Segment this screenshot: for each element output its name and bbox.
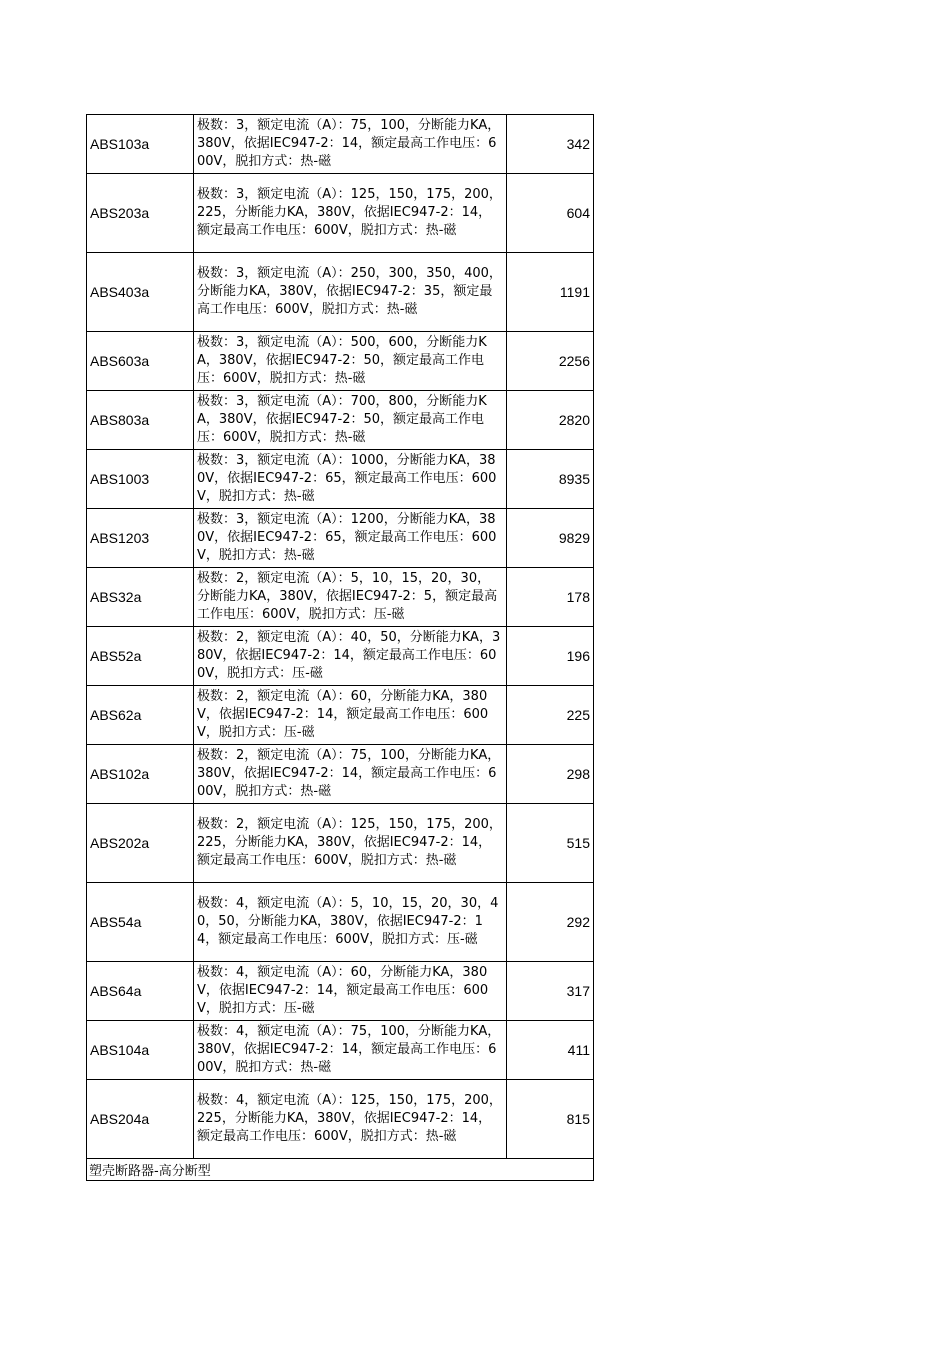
spec-cell: 极数：3，额定电流（A）：125，150，175，200，225，分断能力KA，380V，依据IEC947-2：14，额定最高工作电压：600V，脱扣方式：热-磁 [194, 174, 507, 253]
price-cell: 196 [507, 627, 594, 686]
spec-cell: 极数：2，额定电流（A）：5，10，15，20，30，分断能力KA，380V，依据IEC947-2：5，额定最高工作电压：600V，脱扣方式：压-磁 [194, 568, 507, 627]
spec-cell: 极数：2，额定电流（A）：125，150，175，200，225，分断能力KA，380V，依据IEC947-2：14，额定最高工作电压：600V，脱扣方式：热-磁 [194, 804, 507, 883]
price-cell: 604 [507, 174, 594, 253]
table-row [87, 804, 594, 883]
spec-cell: 极数：4，额定电流（A）：125，150，175，200，225，分断能力KA，380V，依据IEC947-2：14，额定最高工作电压：600V，脱扣方式：热-磁 [194, 1080, 507, 1159]
table-row [87, 332, 594, 391]
spec-cell: 极数：3，额定电流（A）：500，600，分断能力KA，380V，依据IEC947-2：50，额定最高工作电压：600V，脱扣方式：热-磁 [194, 332, 507, 391]
table-row [87, 391, 594, 450]
model-cell: ABS104a [87, 1021, 194, 1080]
model-cell: ABS52a [87, 627, 194, 686]
section-label: 塑壳断路器-高分断型 [87, 1159, 594, 1181]
price-cell: 225 [507, 686, 594, 745]
spec-cell: 极数：2，额定电流（A）：75，100，分断能力KA，380V，依据IEC947-2：14，额定最高工作电压：600V，脱扣方式：热-磁 [194, 745, 507, 804]
spec-cell: 极数：4，额定电流（A）：5，10，15，20，30，40，50，分断能力KA，380V，依据IEC947-2：14，额定最高工作电压：600V，脱扣方式：压-磁 [194, 883, 507, 962]
table-row [87, 509, 594, 568]
table-row [87, 253, 594, 332]
model-cell: ABS64a [87, 962, 194, 1021]
price-cell: 317 [507, 962, 594, 1021]
table-row [87, 627, 594, 686]
spec-cell: 极数：4，额定电流（A）：75，100，分断能力KA，380V，依据IEC947-2：14，额定最高工作电压：600V，脱扣方式：热-磁 [194, 1021, 507, 1080]
table-row [87, 883, 594, 962]
price-cell: 515 [507, 804, 594, 883]
price-cell: 292 [507, 883, 594, 962]
price-table-body [87, 115, 594, 1181]
spec-cell: 极数：2，额定电流（A）：40，50，分断能力KA，380V，依据IEC947-2：14，额定最高工作电压：600V，脱扣方式：压-磁 [194, 627, 507, 686]
price-cell: 411 [507, 1021, 594, 1080]
table-row [87, 1080, 594, 1159]
price-cell: 2820 [507, 391, 594, 450]
section-row [87, 1159, 594, 1181]
spec-cell: 极数：3，额定电流（A）：700，800，分断能力KA，380V，依据IEC947-2：50，额定最高工作电压：600V，脱扣方式：热-磁 [194, 391, 507, 450]
table-row [87, 1021, 594, 1080]
table-row [87, 962, 594, 1021]
model-cell: ABS203a [87, 174, 194, 253]
table-row [87, 568, 594, 627]
spec-cell: 极数：3，额定电流（A）：1000，分断能力KA，380V，依据IEC947-2：65，额定最高工作电压：600V，脱扣方式：热-磁 [194, 450, 507, 509]
spec-cell: 极数：4，额定电流（A）：60，分断能力KA，380V，依据IEC947-2：14，额定最高工作电压：600V，脱扣方式：压-磁 [194, 962, 507, 1021]
model-cell: ABS102a [87, 745, 194, 804]
price-cell: 298 [507, 745, 594, 804]
spec-cell: 极数：3，额定电流（A）：250，300，350，400，分断能力KA，380V，依据IEC947-2：35，额定最高工作电压：600V，脱扣方式：热-磁 [194, 253, 507, 332]
table-row [87, 115, 594, 174]
model-cell: ABS403a [87, 253, 194, 332]
price-cell: 1191 [507, 253, 594, 332]
price-cell: 342 [507, 115, 594, 174]
model-cell: ABS202a [87, 804, 194, 883]
table-row [87, 450, 594, 509]
spec-cell: 极数：2，额定电流（A）：60，分断能力KA，380V，依据IEC947-2：14，额定最高工作电压：600V，脱扣方式：压-磁 [194, 686, 507, 745]
table-row [87, 686, 594, 745]
price-table [86, 114, 594, 1181]
model-cell: ABS32a [87, 568, 194, 627]
model-cell: ABS54a [87, 883, 194, 962]
price-cell: 8935 [507, 450, 594, 509]
spec-cell: 极数：3，额定电流（A）：75，100，分断能力KA，380V，依据IEC947-2：14，额定最高工作电压：600V，脱扣方式：热-磁 [194, 115, 507, 174]
model-cell: ABS204a [87, 1080, 194, 1159]
price-cell: 815 [507, 1080, 594, 1159]
model-cell: ABS1003 [87, 450, 194, 509]
spec-cell: 极数：3，额定电流（A）：1200，分断能力KA，380V，依据IEC947-2：65，额定最高工作电压：600V，脱扣方式：热-磁 [194, 509, 507, 568]
model-cell: ABS62a [87, 686, 194, 745]
price-cell: 9829 [507, 509, 594, 568]
table-row [87, 745, 594, 804]
price-cell: 178 [507, 568, 594, 627]
table-row [87, 174, 594, 253]
price-cell: 2256 [507, 332, 594, 391]
model-cell: ABS803a [87, 391, 194, 450]
model-cell: ABS1203 [87, 509, 194, 568]
model-cell: ABS103a [87, 115, 194, 174]
model-cell: ABS603a [87, 332, 194, 391]
